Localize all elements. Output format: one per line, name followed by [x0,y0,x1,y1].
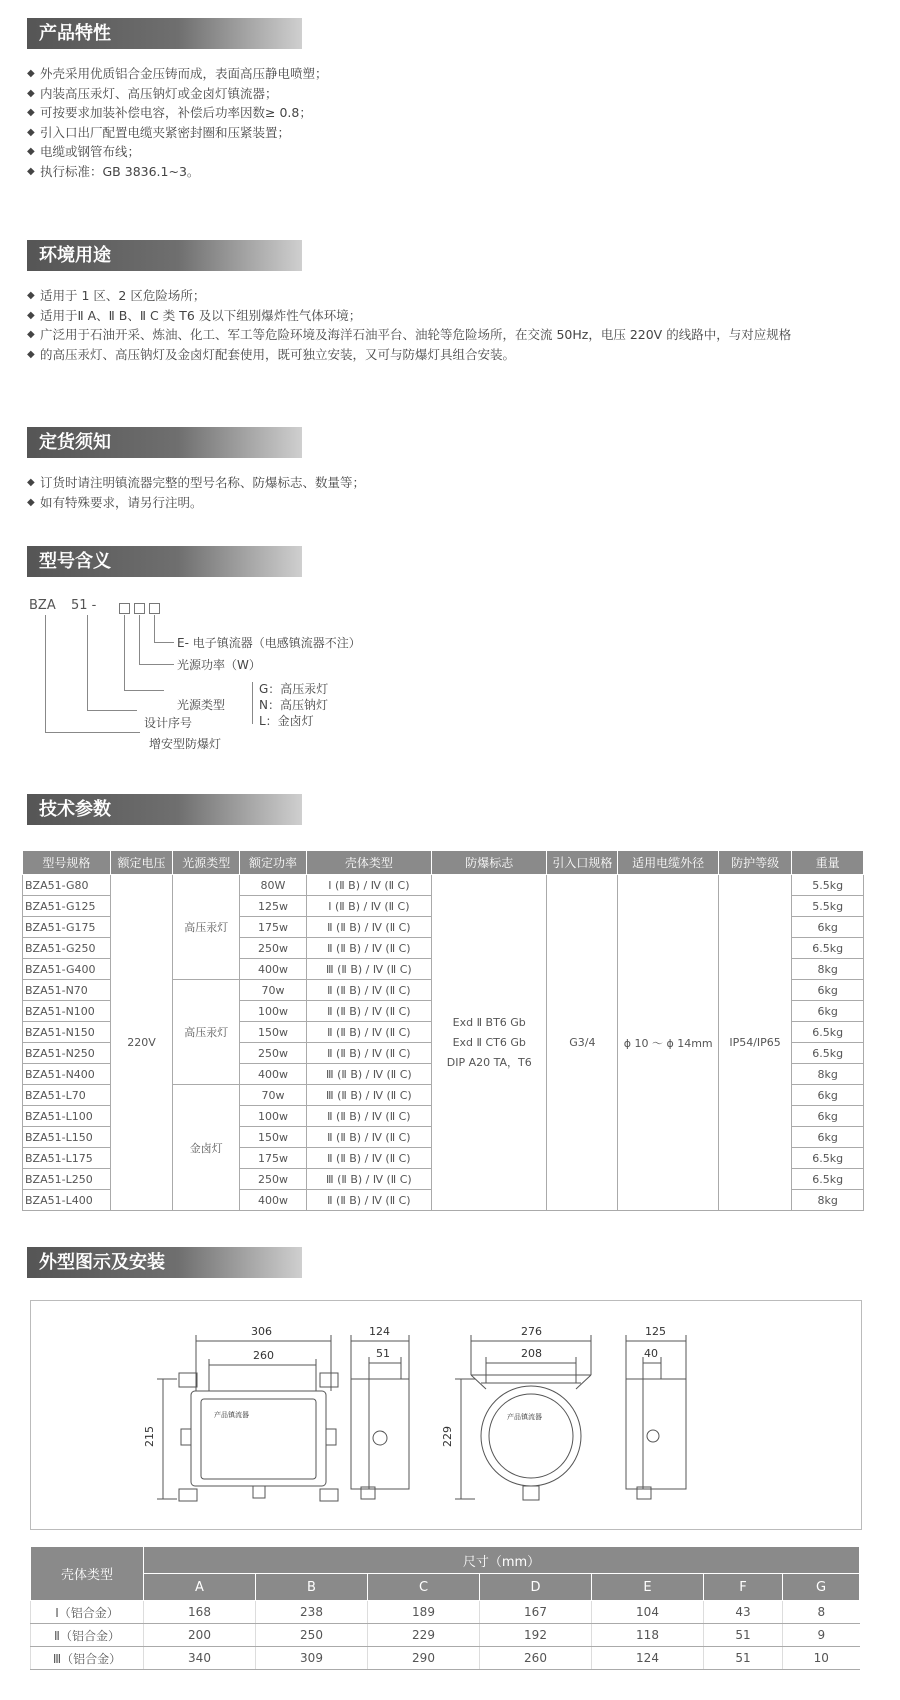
dimension-cell: 340 [144,1647,256,1670]
light-type-cell: 高压汞灯 [173,980,240,1085]
shell-cell: Ⅱ (Ⅱ B) / Ⅳ (Ⅱ C) [306,1022,432,1043]
ex-mark-line: DIP A20 TA，T6 [446,1055,532,1069]
dim-208: 208 [521,1347,542,1360]
leader-line [87,710,137,711]
inlet-cell: G3/4 [547,875,618,1211]
col-f: F [704,1574,783,1601]
list-item-continued [27,345,877,365]
weight-cell: 6kg [792,1127,864,1148]
list-item: ◆ 外壳采用优质铝合金压铸而成，表面高压静电喷塑； [27,64,877,84]
model-cell: BZA51-G125 [23,896,111,917]
cable-inlet [181,1429,191,1445]
list-item: ◆ 电缆或钢管布线； [27,142,877,162]
shell-type-header: 壳体类型 [31,1547,144,1601]
list-item: ◆ 订货时请注明镇流器完整的型号名称、防爆标志、数量等； [27,473,877,493]
col-d: D [480,1574,592,1601]
weight-cell: 6kg [792,1085,864,1106]
col-header: 型号规格 [23,851,111,875]
dim-306: 306 [251,1325,272,1338]
ex-mark-line: Exd Ⅱ BT6 Gb [452,1015,526,1029]
col-e: E [592,1574,704,1601]
model-code-prefix: BZA [29,598,56,613]
table-row [23,875,864,896]
label-inc: 增安型防爆灯 [149,737,222,751]
table-row [31,1624,860,1647]
power-cell: 100w [240,1106,306,1127]
dimension-cell: 192 [480,1624,592,1647]
section-title-tech: 技术参数 [27,794,302,825]
shell-cell: Ⅲ (Ⅱ B) / Ⅳ (Ⅱ C) [306,959,432,980]
voltage-cell: 220V [110,875,172,1211]
weight-cell: 8kg [792,1064,864,1085]
model-cell: BZA51-N150 [23,1022,111,1043]
dimension-cell: 200 [144,1624,256,1647]
ex-mark-line: Exd Ⅱ CT6 Gb [452,1035,526,1049]
power-cell: 150w [240,1127,306,1148]
model-cell: BZA51-L150 [23,1127,111,1148]
dimension-cell: 8 [783,1601,860,1624]
list-item: ◆ 适用于Ⅱ A、Ⅱ B、Ⅱ C 类 T6 及以下组别爆炸性气体环境； [27,306,877,326]
power-cell: 250w [240,938,306,959]
dim-276: 276 [521,1325,542,1338]
housing-front-2-inner [489,1394,573,1478]
dim-40: 40 [644,1347,658,1360]
ip-cell: IP54/IP65 [718,875,791,1211]
nameplate-text-2: 产品镇流器 [507,1413,542,1421]
housing-front-1 [191,1391,326,1486]
shell-cell: Ⅰ (Ⅱ B) / Ⅳ (Ⅱ C) [306,896,432,917]
power-cell: 100w [240,1001,306,1022]
shell-cell: Ⅱ (Ⅱ B) / Ⅳ (Ⅱ C) [306,1190,432,1211]
weight-cell: 5.5kg [792,875,864,896]
spec-header-row [23,851,864,875]
power-cell: 400w [240,1064,306,1085]
features-list [27,64,877,181]
leader-line [154,642,174,643]
bracket-line [252,682,253,724]
nameplate-text-1: 产品镇流器 [214,1411,249,1419]
dim-51: 51 [376,1347,390,1360]
spec-table [22,850,864,1211]
mount-ear [320,1373,338,1387]
col-header: 光源类型 [173,851,240,875]
model-cell: BZA51-L100 [23,1106,111,1127]
dim-260: 260 [253,1349,274,1362]
weight-cell: 6.5kg [792,1043,864,1064]
power-cell: 175w [240,1148,306,1169]
model-code-diagram [27,598,447,773]
section-title-ordering: 定货须知 [27,427,302,458]
leader-line [124,690,164,691]
power-cell: 250w [240,1043,306,1064]
col-header: 额定电压 [110,851,172,875]
model-cell: BZA51-L250 [23,1169,111,1190]
table-row [31,1601,860,1624]
weight-cell: 8kg [792,959,864,980]
label-n: N：高压钠灯 [259,698,328,712]
label-design: 设计序号 [144,716,193,730]
housing-side-1 [351,1379,409,1489]
model-cell: BZA51-L400 [23,1190,111,1211]
weight-cell: 6.5kg [792,1022,864,1043]
power-cell: 70w [240,980,306,1001]
power-cell: 250w [240,1169,306,1190]
leader-line [154,615,155,642]
dimension-cell: 124 [592,1647,704,1670]
shell-cell: Ⅱ (Ⅱ B) / Ⅳ (Ⅱ C) [306,1043,432,1064]
power-cell: 70w [240,1085,306,1106]
outline-drawing-svg [31,1301,861,1529]
model-cell: BZA51-G80 [23,875,111,896]
leader-line [87,615,88,710]
col-header: 引入口规格 [547,851,618,875]
code-box-2 [134,603,145,614]
col-header: 额定功率 [240,851,306,875]
section-title-environment: 环境用途 [27,240,302,271]
shell-cell: Ⅱ (Ⅱ B) / Ⅳ (Ⅱ C) [306,1001,432,1022]
outline-drawing [30,1300,862,1530]
power-cell: 175w [240,917,306,938]
shell-cell: Ⅱ (Ⅱ B) / Ⅳ (Ⅱ C) [306,917,432,938]
weight-cell: 8kg [792,1190,864,1211]
cable-cell: ϕ 10 ～ ϕ 14mm [618,875,718,1211]
weight-cell: 6kg [792,917,864,938]
dimension-cell: 10 [783,1647,860,1670]
dim-215: 215 [143,1426,156,1447]
dimension-cell: 104 [592,1601,704,1624]
section-title-model: 型号含义 [27,546,302,577]
col-header: 适用电缆外径 [618,851,718,875]
label-l: L：金卤灯 [259,714,314,728]
side-hole [647,1430,659,1442]
mount-ear [179,1373,197,1387]
section-title-features: 产品特性 [27,18,302,49]
mount-ear [179,1489,197,1501]
model-cell: BZA51-N100 [23,1001,111,1022]
shell-type-cell: Ⅱ（铝合金） [31,1624,144,1647]
list-item: ◆ 可按要求加装补偿电容，补偿后功率因数≥ 0.8； [27,103,877,123]
dimension-cell: 43 [704,1601,783,1624]
model-cell: BZA51-L175 [23,1148,111,1169]
mount-ear [320,1489,338,1501]
list-item: ◆ 广泛用于石油开采、炼油、化工、军工等危险环境及海洋石油平台、油轮等危险场所，在交流 50Hz，电压 220V 的线路中，与对应规格 [27,325,877,345]
power-cell: 400w [240,1190,306,1211]
dimension-cell: 51 [704,1624,783,1647]
housing-side-2 [626,1379,686,1489]
weight-cell: 6.5kg [792,1148,864,1169]
power-cell: 80W [240,875,306,896]
dimension-cell: 290 [368,1647,480,1670]
col-header: 壳体类型 [306,851,432,875]
shell-cell: Ⅱ (Ⅱ B) / Ⅳ (Ⅱ C) [306,1148,432,1169]
shell-type-cell: Ⅰ（铝合金） [31,1601,144,1624]
dimension-cell: 309 [256,1647,368,1670]
shell-cell: Ⅱ (Ⅱ B) / Ⅳ (Ⅱ C) [306,938,432,959]
dims-header-row-2 [31,1574,860,1601]
shell-cell: Ⅱ (Ⅱ B) / Ⅳ (Ⅱ C) [306,1127,432,1148]
weight-cell: 6kg [792,1001,864,1022]
dimension-cell: 167 [480,1601,592,1624]
label-g: G：高压汞灯 [259,682,329,696]
col-g: G [783,1574,860,1601]
table-row [31,1647,860,1670]
col-b: B [256,1574,368,1601]
light-type-cell: 金卤灯 [173,1085,240,1211]
dimension-table [30,1546,860,1670]
dimension-cell: 118 [592,1624,704,1647]
col-header: 防护等级 [718,851,791,875]
list-item: ◆ 如有特殊要求，请另行注明。 [27,493,877,513]
dimension-cell: 229 [368,1624,480,1647]
shell-type-cell: Ⅲ（铝合金） [31,1647,144,1670]
col-a: A [144,1574,256,1601]
code-box-3 [149,603,160,614]
cable-gland [523,1486,539,1500]
shell-cell: Ⅰ (Ⅱ B) / Ⅳ (Ⅱ C) [306,875,432,896]
leader-line [139,664,174,665]
leader-line [124,615,125,690]
dim-124: 124 [369,1325,390,1338]
col-header: 防爆标志 [432,851,547,875]
col-header: 重量 [792,851,864,875]
ordering-list [27,473,877,512]
dim-125: 125 [645,1325,666,1338]
cable-gland [253,1486,265,1498]
leader-line [139,615,140,664]
model-cell: BZA51-G250 [23,938,111,959]
housing-front-2 [481,1386,581,1486]
shell-cell: Ⅲ (Ⅱ B) / Ⅳ (Ⅱ C) [306,1169,432,1190]
list-item: ◆ 执行标准：GB 3836.1~3。 [27,162,877,182]
model-cell: BZA51-L70 [23,1085,111,1106]
dim-229: 229 [441,1426,454,1447]
power-cell: 400w [240,959,306,980]
dimension-cell: 250 [256,1624,368,1647]
power-cell: 150w [240,1022,306,1043]
model-cell: BZA51-N70 [23,980,111,1001]
shell-cell: Ⅱ (Ⅱ B) / Ⅳ (Ⅱ C) [306,1106,432,1127]
ex-mark-cell [432,875,547,1211]
dimension-cell: 9 [783,1624,860,1647]
list-item: ◆ 适用于 1 区、2 区危险场所； [27,286,877,306]
label-electronic: E- 电子镇流器（电感镇流器不注） [177,636,361,650]
dimension-cell: 168 [144,1601,256,1624]
power-cell: 125w [240,896,306,917]
side-hole [373,1431,387,1445]
label-light-type: 光源类型 [177,698,226,712]
light-type-cell: 高压汞灯 [173,875,240,980]
dimension-cell: 238 [256,1601,368,1624]
list-item-text: 的高压汞灯、高压钠灯及金卤灯配套使用，既可独立安装，又可与防爆灯具组合安装。 [40,346,516,362]
size-header: 尺寸（mm） [144,1547,860,1574]
dimension-cell: 51 [704,1647,783,1670]
model-cell: BZA51-N250 [23,1043,111,1064]
dimension-cell: 189 [368,1601,480,1624]
list-item: ◆ 引入口出厂配置电缆夹紧密封圈和压紧装置； [27,123,877,143]
col-c: C [368,1574,480,1601]
environment-list [27,286,877,364]
model-cell: BZA51-N400 [23,1064,111,1085]
dims-header-row-1 [31,1547,860,1574]
shell-cell: Ⅲ (Ⅱ B) / Ⅳ (Ⅱ C) [306,1064,432,1085]
cable-inlet [326,1429,336,1445]
code-box-1 [119,603,130,614]
weight-cell: 6.5kg [792,938,864,959]
weight-cell: 5.5kg [792,896,864,917]
dimension-cell: 260 [480,1647,592,1670]
model-cell: BZA51-G400 [23,959,111,980]
section-title-outline: 外型图示及安装 [27,1247,302,1278]
shell-cell: Ⅱ (Ⅱ B) / Ⅳ (Ⅱ C) [306,980,432,1001]
model-cell: BZA51-G175 [23,917,111,938]
label-power: 光源功率（W） [177,658,261,672]
weight-cell: 6.5kg [792,1169,864,1190]
list-item: ◆ 内装高压汞灯、高压钠灯或金卤灯镇流器； [27,84,877,104]
model-code-series: 51 - [71,598,97,613]
weight-cell: 6kg [792,980,864,1001]
weight-cell: 6kg [792,1106,864,1127]
leader-line [45,732,140,733]
leader-line [45,615,46,732]
shell-cell: Ⅲ (Ⅱ B) / Ⅳ (Ⅱ C) [306,1085,432,1106]
